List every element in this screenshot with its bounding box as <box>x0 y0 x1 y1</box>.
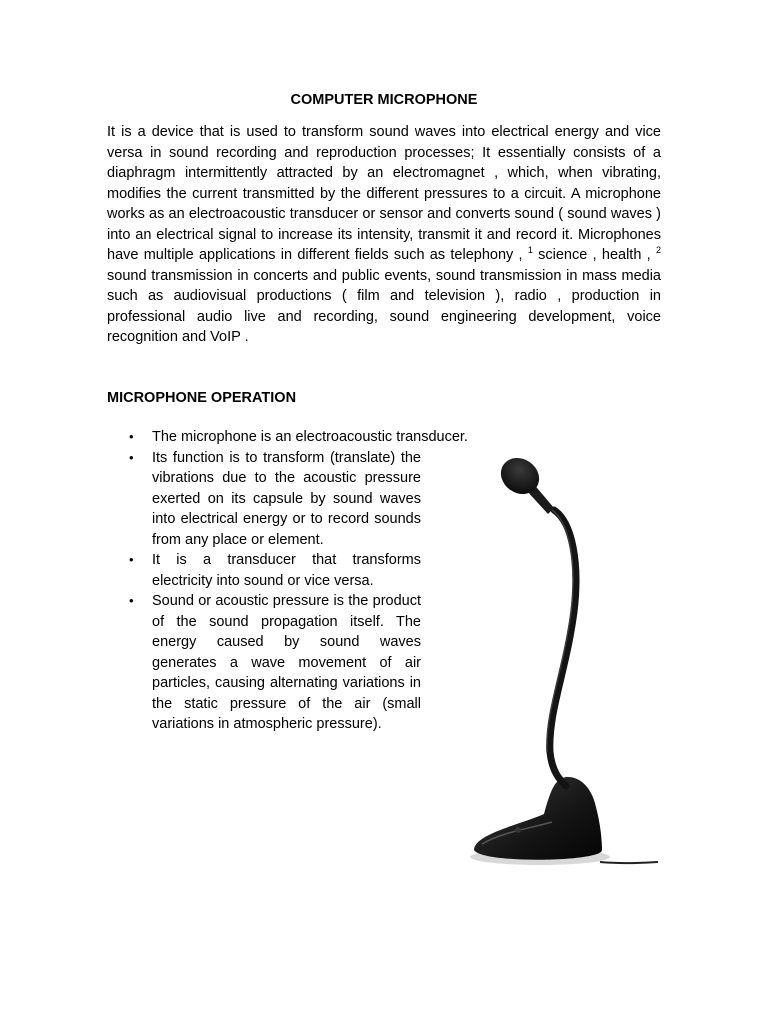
bullet-item: • Its function is to transform (translate) the vibrations due to the acoustic pressure exerted on its capsule by sound waves into electrical energy or to record sounds from any place or element. <box>152 448 421 551</box>
footnote-ref-1[interactable]: 1 <box>527 245 533 256</box>
microphone-image <box>462 452 662 872</box>
cable <box>600 862 658 863</box>
bullet-list <box>152 427 468 735</box>
page-title: COMPUTER MICROPHONE <box>290 92 478 108</box>
bullet-item: • Sound or acoustic pressure is the product of the sound propagation itself. The energy caused by sound waves generates a wave movement of air particles, causing alternating variations in the static pressure of the air (small variations in atmospheric pressure). <box>152 591 421 735</box>
intro-paragraph <box>107 122 661 348</box>
intro-text-part2: science , health , <box>532 247 651 263</box>
gooseneck <box>550 510 576 786</box>
bullet-item: • The microphone is an electroacoustic transducer. <box>152 427 492 448</box>
mic-button <box>515 827 521 833</box>
intro-text-part3: sound transmission in concerts and public events, sound transmission in mass media such as audiovisual productions ( film and television ), radio , production in professional audio live and recording, sound engineering development, voice recognition and VoIP . <box>107 267 661 345</box>
bullet-item: • It is a transducer that transforms electricity into sound or vice versa. <box>152 550 421 591</box>
section-heading: MICROPHONE OPERATION <box>107 390 297 406</box>
mic-base <box>474 777 602 860</box>
intro-text-part1: It is a device that is used to transform sound waves into electrical energy and vice versa in sound recording and reproduction processes; It essentially consists of a diaphragm intermittently attracted by an electromagnet , which, when vibrating, modifies the current transmitted by the different pressures to a circuit. A microphone works as an electroacoustic transducer or sensor and converts sound ( sound waves ) into an electrical signal to increase its intensity, transmit it and record it. Microphones have multiple applications in different fields such as telephony , <box>107 124 661 263</box>
footnote-ref-2[interactable]: 2 <box>655 245 661 256</box>
